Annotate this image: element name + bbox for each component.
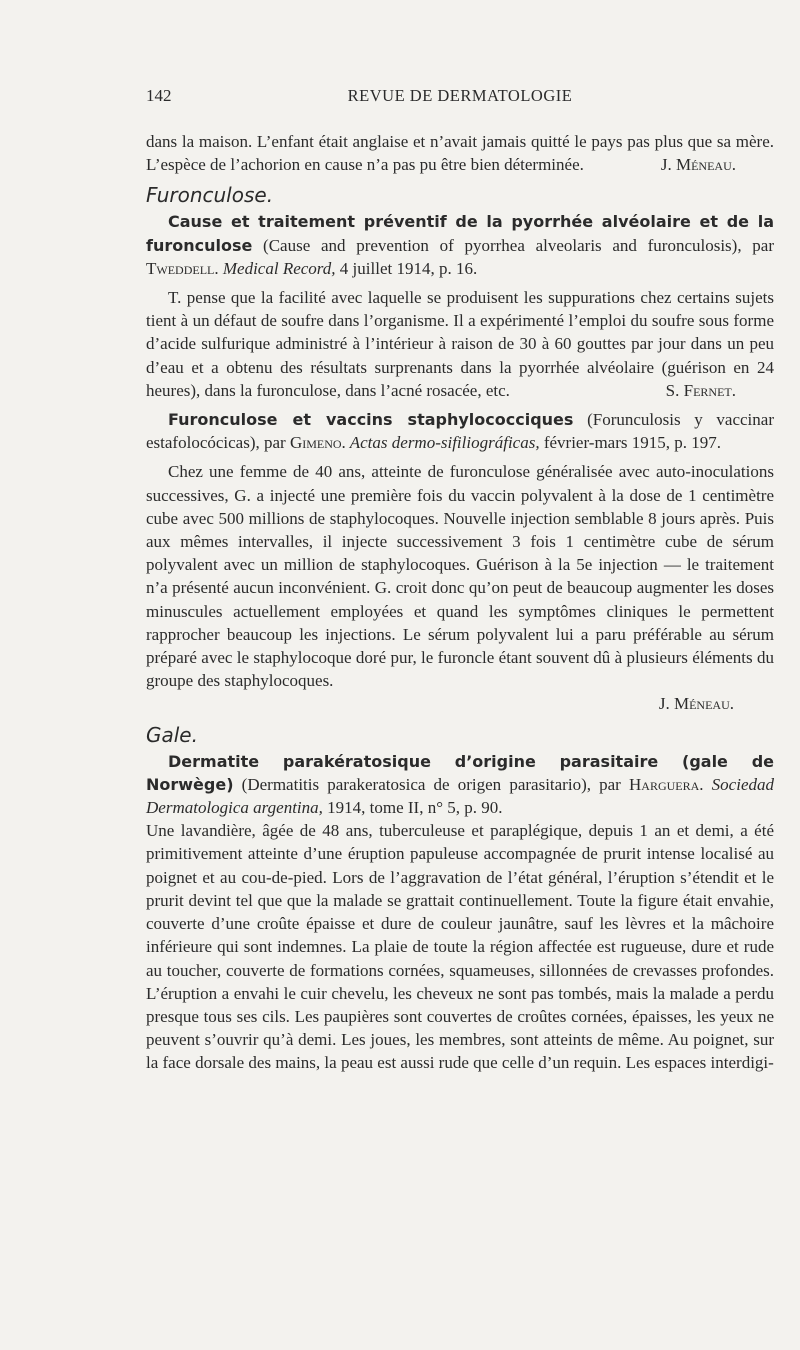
article-reference — [146, 408, 774, 454]
page-header — [146, 86, 774, 110]
article-body — [146, 819, 774, 1074]
article-journal: Medical Record, — [218, 258, 336, 278]
article-body-text: T. pense que la facilité avec laquelle se produisent les suppurations chez certains sujets tient à un défaut de soufre dans l’organisme. Il a expérimenté l’emploi du soufre sous forme d’acide sulfurique administré à l’intérieur à raison de 30 à 60 gouttes par jour dans un peu d’eau et a obtenu des résultats surprenants dans la pyorrhée alvéolaire (guérison en 24 heures), dans la furonculose, dans l’acné rosacée, etc. — [146, 288, 774, 400]
intro-paragraph — [146, 130, 774, 176]
article-body — [146, 286, 774, 402]
page-number: 142 — [146, 86, 172, 105]
article-ref-end: 1914, tome II, n° 5, p. 90. — [322, 798, 503, 818]
article-ref-text: (Forunculosis y vaccinar estafolocócicas), par — [146, 410, 774, 453]
article-title: Cause et traitement préventif de la pyorrhée alvéolaire et de la furonculose — [146, 212, 774, 255]
article-body — [146, 460, 774, 692]
intro-text: dans la maison. L’enfant était anglaise et n’avait jamais quitté le pays pas plus que sa mère. L’espèce de l’achorion en cause n’a pas pu être bien déterminée. — [146, 132, 774, 175]
article-title: Furonculose et vaccins staphylococciques — [168, 410, 574, 430]
article-ref-end: février-mars 1915, p. 197. — [539, 433, 721, 453]
page-body — [146, 130, 774, 1075]
running-title: REVUE DE DERMATOLOGIE — [347, 86, 573, 105]
article-ref-text: (Dermatitis parakeratosica de origen parasitario), par — [233, 774, 629, 794]
article-author: Harguera. — [629, 774, 704, 794]
article-reference — [146, 210, 774, 280]
article-title: Dermatite parakératosique d’origine parasitaire (gale de Norwège) — [146, 751, 774, 794]
article-body-text: Chez une femme de 40 ans, atteinte de furonculose généralisée avec auto-inoculations successives, G. a injecté une première fois du vaccin polyvalent à la dose de 1 centimètre cube avec 500 millions de staphylocoques. Nouvelle injection semblable 8 jours après. Puis aux mêmes intervalles, il injecte successivement 3 fois 1 centimètre cube de sérum polyvalent avec un million de staphylocoques. Guérison à la 5e injection — le traitement n’a présenté aucun inconvénient. G. croit donc qu’on peut de beaucoup augmenter les doses minuscules actuellement employées et quand les symptômes cliniques le permettent rapprocher beaucoup les injections. Le sérum polyvalent lui a paru préférable au sérum préparé avec le staphylocoque doré pur, le furoncle étant souvent dû à plusieurs éléments du groupe des staphylocoques. — [146, 462, 774, 691]
section-heading-furonculose: Furonculose. — [146, 183, 274, 208]
article-author: Tweddell. — [146, 258, 219, 278]
article-author: Gimeno. — [289, 433, 346, 453]
article-journal: Sociedad Dermatologica argentina, — [146, 774, 774, 818]
article-journal: Actas dermo-sifiliográficas, — [345, 433, 540, 453]
intro-signature: J. Méneau. — [660, 155, 736, 175]
article-signature: S. Fernet. — [665, 380, 736, 400]
article-reference — [146, 750, 774, 820]
article-body-text: Une lavandière, âgée de 48 ans, tuberculeuse et paraplégique, depuis 1 an et demi, a été primitivement atteinte d’une éruption papuleuse accompagnée de prurit intense localisé au poignet et au cou-de-pied. Lors de l’aggravation de l’état général, l’éruption s’étendit et le prurit devint tel que que la malade se grattait continuellement. Toute la figure était envahie, couverte d’une croûte épaisse et dure de couleur jaunâtre, sauf les lèvres et la mâchoire inférieure qui sont indemnes. La plaie de toute la région affectée est rugueuse, dure et rude au toucher, couverte de formations cornées, squameuses, sillonnées de crevasses profondes. L’éruption a envahi le cuir chevelu, les cheveux ne sont pas tombés, mais la malade a perdu presque tous ses cils. Les paupières sont couvertes de croûtes cornées, épaisses, les yeux ne peuvent s’ouvrir qu’à demi. Les joues, les membres, sont atteints de même. Au poignet, sur la face dorsale des mains, la peau est aussi rude que celle d’un requin. Les espaces interdigi- — [146, 821, 774, 1073]
section-heading-gale: Gale. — [146, 722, 198, 747]
article-signature: J. Méneau. — [658, 694, 734, 714]
article-ref-end: 4 juillet 1914, p. 16. — [335, 258, 478, 278]
article-ref-text: (Cause and prevention of pyorrhea alveolaris and furonculosis), par — [252, 235, 774, 255]
